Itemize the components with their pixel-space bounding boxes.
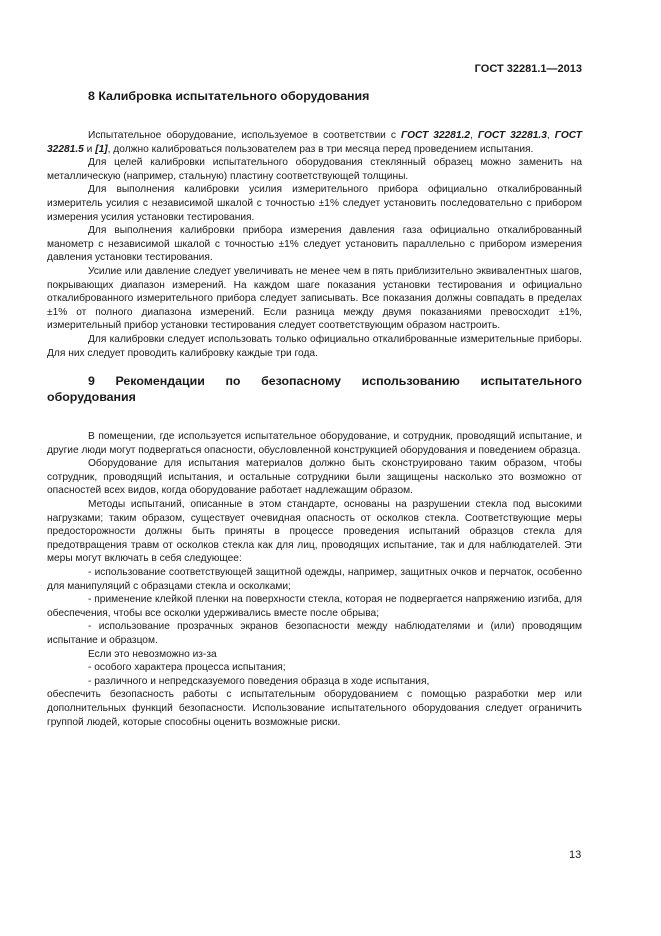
document-body xyxy=(47,88,582,729)
list-item: - применение клейкой пленки на поверхности стекла, которая не подвергается напряжению изгиба, для обеспечения, чтобы все осколки удерживались вместе после обрыва; xyxy=(47,594,582,619)
list-item: - использование прозрачных экранов безопасности между наблюдателями и (или) проводящим испытание и образцом. xyxy=(47,621,582,646)
document-code: ГОСТ 32281.1—2013 xyxy=(474,63,582,75)
section-8-paragraph-2: Для целей калибровки испытательного оборудования стеклянный образец можно заменить на металлическую (например, стальную) пластину соответствующей толщины. xyxy=(47,157,582,182)
section-8-paragraph-4: Для выполнения калибровки прибора измерения давления газа официально откалиброванный манометр с независимой шкалой с точностью ±1% следует установить параллельно с прибором измерения давления установки тестирования. xyxy=(47,225,582,264)
text: и xyxy=(83,143,96,155)
section-9-paragraph-3: Методы испытаний, описанные в этом стандарте, основаны на разрушении стекла под высокими нагрузками; таким образом, существует очевидная опасность от осколков стекла. Соответствующие меры предосторожности должны быть приняты в процессе проведения испытаний образцов стекла для предотвращения травм от осколков стекла как для лиц, проводящих испытание, так и для наблюдателей. Эти меры могут включать в себя следующее: xyxy=(47,499,582,565)
bibliography-reference: [1] xyxy=(95,143,108,155)
standard-reference: ГОСТ 32281.5 xyxy=(47,130,582,155)
section-9-paragraph-4: Если это невозможно из-за xyxy=(88,648,217,660)
section-9-paragraph-2: Оборудование для испытания материалов должно быть сконструировано таким образом, чтобы сотрудник, проводящий испытания, и остальные сотрудники были защищены насколько это возможно от опасностей всех видов, когда оборудование работает надлежащим образом. xyxy=(47,458,582,497)
section-8-paragraph-5: Усилие или давление следует увеличивать не менее чем в пять приблизительно эквивалентных шагов, покрывающих диапазон измерений. На каждом шаге показания установки тестирования и официально откалиброванного измерительного прибора следует записывать. Все показания должны совпадать в пределах ±1% от полного диапазона измерений. Если разница между двумя показаниями превосходит ±1%, измерительный прибор установки тестирования следует соответствующим образом настроить. xyxy=(47,265,582,332)
text: , должно калиброваться пользователем раз в три месяца перед проведением испытания. xyxy=(107,143,534,155)
standard-reference: ГОСТ 32281.3 xyxy=(477,130,547,141)
section-9-paragraph-5: обеспечить безопасность работы с испытательным оборудованием с помощью разработки мер или дополнительных функций безопасности. Использование испытательного оборудования следует ограничить группой людей, которые способны оценить возможные риски. xyxy=(47,689,582,728)
page-number: 13 xyxy=(569,849,582,861)
list-item: - различного и непредсказуемого поведения образца в ходе испытания, xyxy=(88,675,430,687)
standard-reference: ГОСТ 32281.2 xyxy=(400,130,471,141)
section-8-paragraph-6: Для калибровки следует использовать только официально откалиброванные измерительные приборы. Для них следует проводить калибровку каждые три года. xyxy=(47,333,582,359)
section-8-title: 8 Калибровка испытательного оборудования xyxy=(88,89,370,103)
text: Испытательное оборудование, используемое в соответствии с xyxy=(88,130,401,141)
section-9-title: 9 Рекомендации по безопасному использованию испытательного оборудования xyxy=(47,374,582,405)
section-8-paragraph-1 xyxy=(47,129,582,156)
list-item: - особого характера процесса испытания; xyxy=(88,662,286,674)
text: , xyxy=(470,130,478,141)
section-8-paragraph-3: Для выполнения калибровки усилия измерительного прибора официально откалиброванный измеритель усилия с независимой шкалой с точностью ±1% следует установить последовательно с прибором измерения усилия установки тестирования. xyxy=(47,184,582,223)
list-item: - использование соответствующей защитной одежды, например, защитных очков и перчаток, особенно для манипуляций с образцами стекла и осколками; xyxy=(47,567,582,592)
section-9-paragraph-1: В помещении, где используется испытательное оборудование, и сотрудник, проводящий испытание, и другие люди могут подвергаться опасности, обусловленной конструкцией оборудования и поведением образца. xyxy=(47,431,582,456)
text: , xyxy=(546,130,555,141)
